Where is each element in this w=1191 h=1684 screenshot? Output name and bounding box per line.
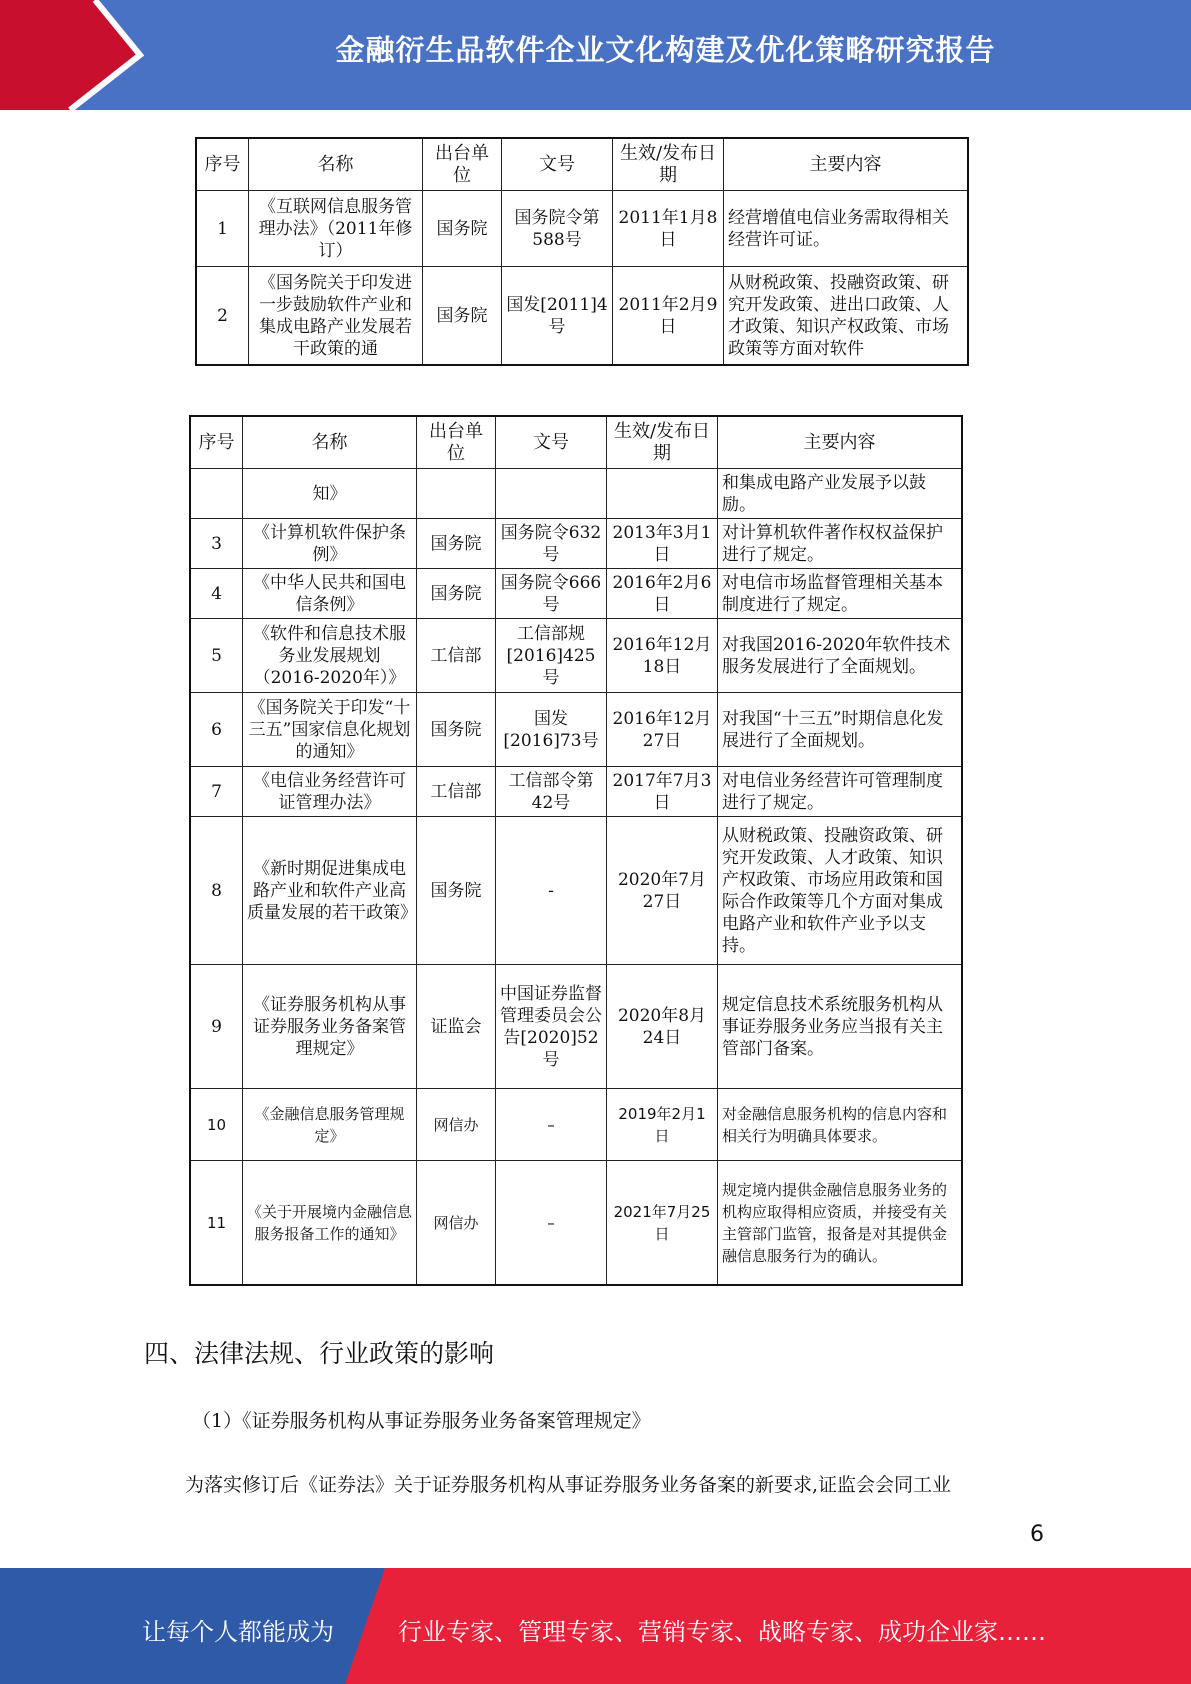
table-row (191, 693, 962, 767)
cell-content: 规定境内提供金融信息服务业务的机构应取得相应资质，并接受有关主管部门监管，报备是对其提供金融信息服务行为的确认。 (718, 1161, 962, 1285)
cell-no: 11 (191, 1161, 243, 1285)
cell-date: 2020年8月24日 (607, 965, 718, 1089)
cell-doc (496, 469, 607, 519)
cell-no: 9 (191, 965, 243, 1089)
cell-content: 规定信息技术系统服务机构从事证券服务业务应当报有关主管部门备案。 (718, 965, 962, 1089)
cell-content: 对电信业务经营许可管理制度进行了规定。 (718, 767, 962, 817)
cell-content: 从财税政策、投融资政策、研究开发政策、进出口政策、人才政策、知识产权政策、市场政策等方面对软件 (724, 267, 968, 365)
cell-date: 2011年1月8日 (613, 191, 724, 267)
cell-content: 对金融信息服务机构的信息内容和相关行为明确具体要求。 (718, 1089, 962, 1161)
cell-org: 工信部 (417, 619, 496, 693)
cell-doc: 国发[2016]73号 (496, 693, 607, 767)
cell-org: 工信部 (417, 767, 496, 817)
cell-org: 网信办 (417, 1089, 496, 1161)
table-header-row (191, 417, 962, 469)
header-no: 序号 (191, 417, 243, 469)
cell-content: 对我国2016-2020年软件技术服务发展进行了全面规划。 (718, 619, 962, 693)
page-header (0, 0, 1191, 110)
cell-doc: 国务院令666号 (496, 569, 607, 619)
cell-content: 和集成电路产业发展予以鼓励。 (718, 469, 962, 519)
header-date: 生效/发布日期 (613, 139, 724, 191)
header-date: 生效/发布日期 (607, 417, 718, 469)
cell-name: 《国务院关于印发“十三五”国家信息化规划的通知》 (243, 693, 417, 767)
cell-no: 3 (191, 519, 243, 569)
cell-org: 国务院 (417, 817, 496, 965)
policy-table-2 (190, 416, 962, 1285)
header-content: 主要内容 (724, 139, 968, 191)
cell-org: 证监会 (417, 965, 496, 1089)
cell-content: 对电信市场监督管理相关基本制度进行了规定。 (718, 569, 962, 619)
table-row (191, 1089, 962, 1161)
footer-slogan-right: 行业专家、管理专家、营销专家、战略专家、成功企业家…… (398, 1618, 1046, 1646)
cell-no: 6 (191, 693, 243, 767)
cell-content: 对我国“十三五”时期信息化发展进行了全面规划。 (718, 693, 962, 767)
header-name: 名称 (249, 139, 423, 191)
header-org: 出台单位 (423, 139, 502, 191)
body-paragraph: 为落实修订后《证券法》关于证券服务机构从事证券服务业务备案的新要求,证监会会同工业 (185, 1474, 952, 1496)
table-row (191, 965, 962, 1089)
cell-doc: 工信部规[2016]425号 (496, 619, 607, 693)
table-row (191, 519, 962, 569)
cell-no: 10 (191, 1089, 243, 1161)
policy-table-1 (196, 138, 968, 365)
cell-org: 国务院 (417, 693, 496, 767)
cell-doc: 国务院令632号 (496, 519, 607, 569)
table-row (197, 191, 968, 267)
cell-name: 《电信业务经营许可证管理办法》 (243, 767, 417, 817)
table-row (191, 767, 962, 817)
table-row (191, 817, 962, 965)
cell-doc: 国务院令第588号 (502, 191, 613, 267)
cell-no: 5 (191, 619, 243, 693)
cell-content: 经营增值电信业务需取得相关经营许可证。 (724, 191, 968, 267)
cell-org: 国务院 (423, 191, 502, 267)
subsection-heading: （1）《证券服务机构从事证券服务业务备案管理规定》 (192, 1410, 651, 1432)
cell-name: 《软件和信息技术服务业发展规划（2016-2020年）》 (243, 619, 417, 693)
cell-doc: 工信部令第42号 (496, 767, 607, 817)
header-content: 主要内容 (718, 417, 962, 469)
cell-date: 2016年2月6日 (607, 569, 718, 619)
cell-name: 《国务院关于印发进一步鼓励软件产业和集成电路产业发展若干政策的通 (249, 267, 423, 365)
cell-org: 国务院 (423, 267, 502, 365)
cell-date: 2019年2月1日 (607, 1089, 718, 1161)
cell-no: 1 (197, 191, 249, 267)
cell-name: 《计算机软件保护条例》 (243, 519, 417, 569)
cell-no: 2 (197, 267, 249, 365)
cell-date: 2021年7月25日 (607, 1161, 718, 1285)
cell-no: 7 (191, 767, 243, 817)
cell-org: 国务院 (417, 519, 496, 569)
header-no: 序号 (197, 139, 249, 191)
cell-no: 4 (191, 569, 243, 619)
cell-no (191, 469, 243, 519)
cell-content: 从财税政策、投融资政策、研究开发政策、人才政策、知识产权政策、市场应用政策和国际合作政策等几个方面对集成电路产业和软件产业予以支持。 (718, 817, 962, 965)
header-doc: 文号 (502, 139, 613, 191)
table-row (191, 469, 962, 519)
cell-date (607, 469, 718, 519)
header-doc: 文号 (496, 417, 607, 469)
cell-doc: - (496, 817, 607, 965)
table-row (191, 619, 962, 693)
cell-content: 对计算机软件著作权权益保护进行了规定。 (718, 519, 962, 569)
cell-org: 网信办 (417, 1161, 496, 1285)
table-header-row (197, 139, 968, 191)
cell-date: 2016年12月27日 (607, 693, 718, 767)
cell-doc: 国发[2011]4号 (502, 267, 613, 365)
page-number: 6 (1030, 1522, 1044, 1547)
cell-name: 知》 (243, 469, 417, 519)
cell-name: 《互联网信息服务管理办法》（2011年修订） (249, 191, 423, 267)
header-org: 出台单位 (417, 417, 496, 469)
section-heading: 四、法律法规、行业政策的影响 (144, 1339, 495, 1368)
cell-name: 《中华人民共和国电信条例》 (243, 569, 417, 619)
cell-org (417, 469, 496, 519)
report-title: 金融衍生品软件企业文化构建及优化策略研究报告 (335, 33, 996, 67)
table-row (191, 1161, 962, 1285)
cell-no: 8 (191, 817, 243, 965)
cell-name: 《关于开展境内金融信息服务报备工作的通知》 (243, 1161, 417, 1285)
header-name: 名称 (243, 417, 417, 469)
cell-org: 国务院 (417, 569, 496, 619)
cell-date: 2016年12月18日 (607, 619, 718, 693)
table-row (197, 267, 968, 365)
cell-date: 2020年7月27日 (607, 817, 718, 965)
cell-doc: 中国证券监督管理委员会公告[2020]52号 (496, 965, 607, 1089)
cell-name: 《证券服务机构从事证券服务业务备案管理规定》 (243, 965, 417, 1089)
cell-name: 《金融信息服务管理规定》 (243, 1089, 417, 1161)
cell-date: 2017年7月3日 (607, 767, 718, 817)
footer-slogan-left: 让每个人都能成为 (142, 1618, 334, 1646)
cell-date: 2013年3月1日 (607, 519, 718, 569)
cell-name: 《新时期促进集成电路产业和软件产业高质量发展的若干政策》 (243, 817, 417, 965)
table-row (191, 569, 962, 619)
cell-date: 2011年2月9日 (613, 267, 724, 365)
cell-doc: – (496, 1089, 607, 1161)
cell-doc: – (496, 1161, 607, 1285)
